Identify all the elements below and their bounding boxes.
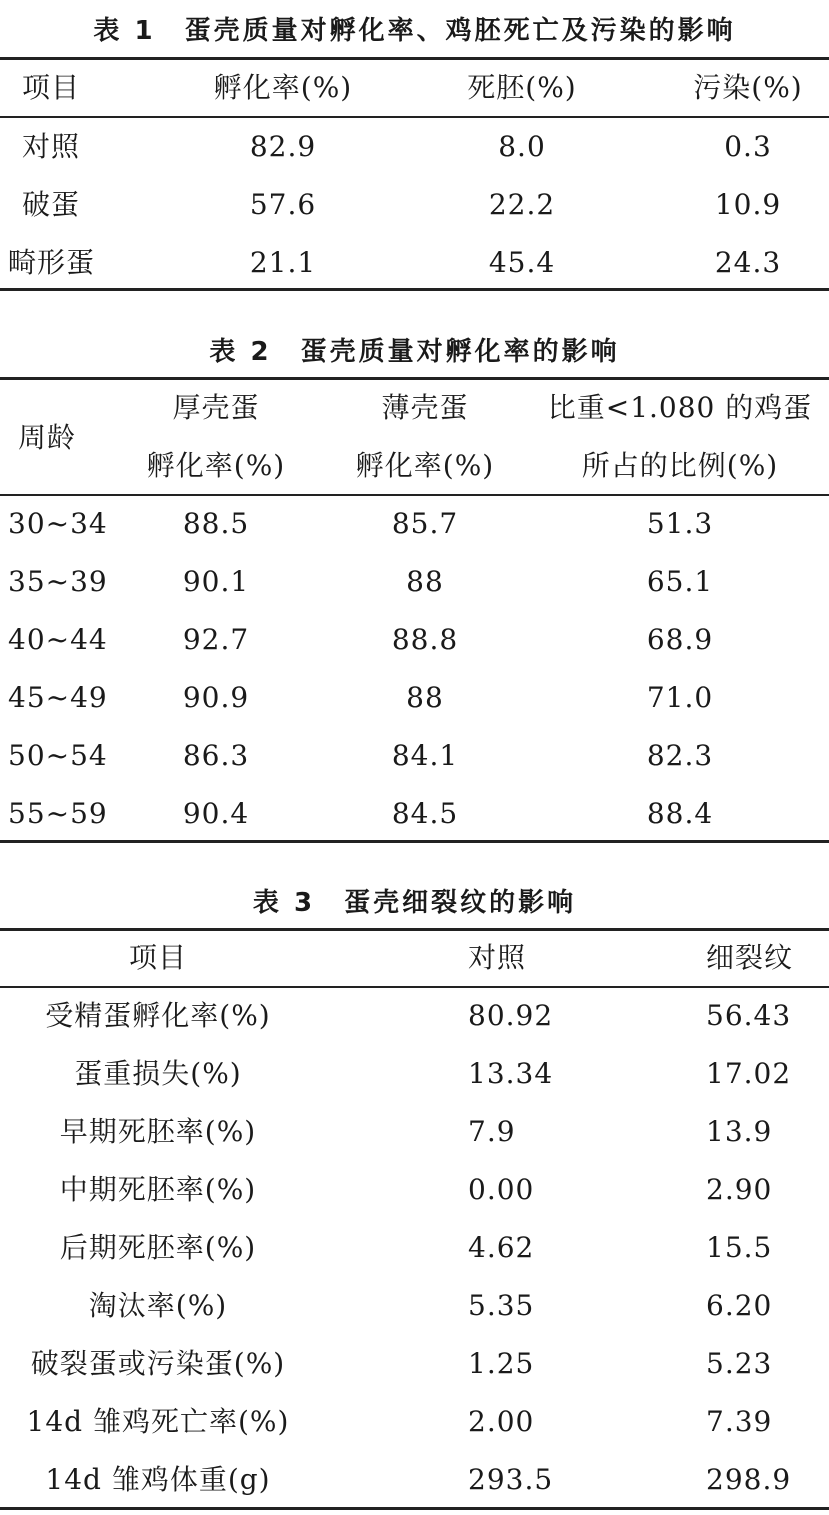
table1-cell: 22.2	[488, 188, 556, 221]
table3-cell: 2.00	[468, 1405, 535, 1438]
table3-header-rule	[0, 986, 829, 988]
table3-cell: 14d 雏鸡死亡率(%)	[26, 1405, 290, 1438]
table2-header-thick-hatch: 孵化率(%)	[146, 449, 286, 482]
table1-header-contamination: 污染(%)	[693, 71, 803, 104]
table3-cell: 受精蛋孵化率(%)	[45, 999, 271, 1032]
table2-cell: 71.0	[646, 681, 714, 714]
table3-cell: 80.92	[468, 999, 554, 1032]
table2-cell: 88.4	[646, 797, 714, 830]
table1-header-rule	[0, 116, 829, 118]
table3-cell: 后期死胚率(%)	[59, 1231, 257, 1264]
table3-cell: 7.39	[706, 1405, 773, 1438]
table2-cell: 90.4	[182, 797, 250, 830]
table2-cell: 30~34	[8, 507, 108, 540]
table3-header-item: 项目	[128, 941, 188, 974]
table3-bottom-rule	[0, 1507, 829, 1510]
table3-cell: 293.5	[468, 1463, 554, 1496]
table3-cell: 0.00	[468, 1173, 535, 1206]
table3-cell: 298.9	[706, 1463, 792, 1496]
table1-cell: 10.9	[714, 188, 782, 221]
table2-header-age: 周龄	[18, 421, 77, 454]
table3-cell: 5.35	[468, 1289, 535, 1322]
table2-cell: 88.5	[182, 507, 250, 540]
table3-cell: 13.34	[468, 1057, 554, 1090]
table2-cell: 50~54	[8, 739, 108, 772]
table2-cell: 82.3	[646, 739, 714, 772]
table1-cell: 82.9	[249, 130, 317, 163]
table2-cell: 65.1	[646, 565, 714, 598]
table1-cell: 45.4	[488, 246, 556, 279]
table1-cell: 8.0	[498, 130, 546, 163]
table3-cell: 7.9	[468, 1115, 516, 1148]
table3-cell: 5.23	[706, 1347, 773, 1380]
table3-cell: 56.43	[706, 999, 792, 1032]
table2-cell: 84.1	[391, 739, 459, 772]
table3-cell: 早期死胚率(%)	[59, 1115, 257, 1148]
table2-cell: 51.3	[646, 507, 714, 540]
table2-cell: 90.9	[182, 681, 250, 714]
table3-cell: 1.25	[468, 1347, 535, 1380]
table3-cell: 中期死胚率(%)	[59, 1173, 257, 1206]
table1-header-hatch-rate: 孵化率(%)	[213, 71, 353, 104]
table1-caption: 表 1 蛋壳质量对孵化率、鸡胚死亡及污染的影响	[93, 16, 736, 46]
table2-cell: 84.5	[391, 797, 459, 830]
table2-cell: 88	[406, 565, 444, 598]
table2-cell: 55~59	[8, 797, 108, 830]
table2-cell: 90.1	[182, 565, 250, 598]
table3-cell: 15.5	[706, 1231, 773, 1264]
table3-cell: 17.02	[706, 1057, 792, 1090]
table3-header-control: 对照	[468, 941, 527, 974]
table1-cell: 破蛋	[22, 188, 81, 221]
table2-cell: 86.3	[182, 739, 250, 772]
table2-caption: 表 2 蛋壳质量对孵化率的影响	[209, 337, 620, 367]
table3-cell: 淘汰率(%)	[88, 1289, 228, 1322]
table3-cell: 蛋重损失(%)	[74, 1057, 242, 1090]
table2-cell: 88	[406, 681, 444, 714]
table1-header-item: 项目	[22, 71, 81, 104]
table1-header-dead-embryo: 死胚(%)	[467, 71, 577, 104]
table3-top-rule	[0, 928, 829, 931]
table2-cell: 68.9	[646, 623, 714, 656]
table2-cell: 45~49	[8, 681, 108, 714]
table1-cell: 24.3	[714, 246, 782, 279]
table1-bottom-rule	[0, 288, 829, 291]
table2-header-gravity: 比重<1.080 的鸡蛋	[547, 391, 813, 424]
table2-cell: 85.7	[391, 507, 459, 540]
table2-top-rule	[0, 377, 829, 380]
table3-cell: 4.62	[468, 1231, 535, 1264]
table2-header-rule	[0, 494, 829, 496]
table1-cell: 0.3	[724, 130, 772, 163]
table2-header-thin-shell: 薄壳蛋	[381, 391, 469, 424]
table1-cell: 对照	[22, 130, 81, 163]
table3-cell: 2.90	[706, 1173, 773, 1206]
table1-top-rule	[0, 57, 829, 60]
table2-bottom-rule	[0, 840, 829, 843]
table3-cell: 13.9	[706, 1115, 773, 1148]
table3-cell: 6.20	[706, 1289, 773, 1322]
table3-cell: 14d 雏鸡体重(g)	[45, 1463, 271, 1496]
table3-header-crack: 细裂纹	[706, 941, 794, 974]
table2-cell: 40~44	[8, 623, 108, 656]
table3-cell: 破裂蛋或污染蛋(%)	[30, 1347, 286, 1380]
table1-cell: 畸形蛋	[8, 246, 96, 279]
table2-cell: 35~39	[8, 565, 108, 598]
table2-cell: 88.8	[391, 623, 459, 656]
table1-cell: 21.1	[249, 246, 317, 279]
table2-header-thin-hatch: 孵化率(%)	[355, 449, 495, 482]
table3-caption: 表 3 蛋壳细裂纹的影响	[252, 888, 577, 918]
table2-header-thick-shell: 厚壳蛋	[172, 391, 260, 424]
table1-cell: 57.6	[249, 188, 317, 221]
table2-cell: 92.7	[182, 623, 250, 656]
table2-header-gravity-ratio: 所占的比例(%)	[581, 449, 779, 482]
